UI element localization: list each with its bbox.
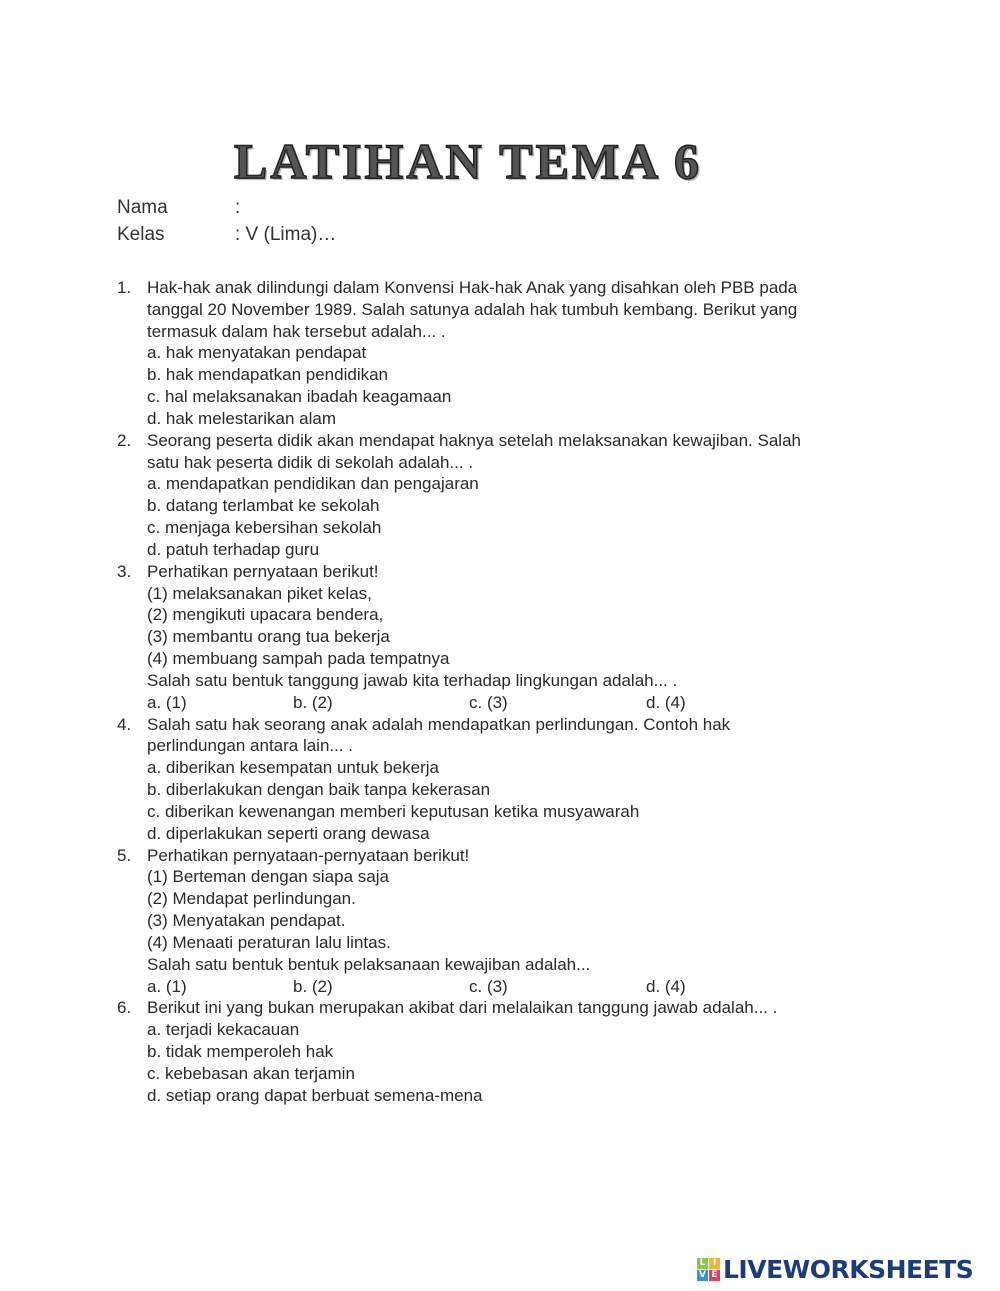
answer-option[interactable]: d. (4) [646,976,686,996]
question-text: (4) membuang sampah pada tempatnya [147,649,450,669]
options-row [0,779,1000,801]
question-text: Seorang peserta didik akan mendapat haknya setelah melaksanakan kewajiban. Salah [147,430,801,450]
answer-option[interactable]: c. (3) [469,692,508,712]
answer-option[interactable]: d. diperlakukan seperti orang dewasa [147,823,430,843]
options-row [0,342,1000,364]
answer-option[interactable]: a. terjadi kekacauan [147,1020,300,1040]
question-text: (3) membantu orang tua bekerja [147,627,390,647]
answer-option[interactable]: b. tidak memperoleh hak [147,1041,334,1061]
answer-option[interactable]: a. hak menyatakan pendapat [147,343,367,363]
liveworksheets-logo [697,1255,973,1284]
field-value[interactable]: : [235,197,241,218]
field-value[interactable]: : V (Lima)… [235,224,337,245]
options-row [0,386,1000,408]
question-text: Salah satu bentuk bentuk pelaksanaan kewajiban adalah... [147,954,591,974]
logo-cube-letter: I [709,1258,720,1269]
question-text: Salah satu hak seorang anak adalah mendapatkan perlindungan. Contoh hak [147,714,731,734]
answer-option[interactable]: b. diberlakukan dengan baik tanpa kekerasan [147,780,491,800]
question-line [0,910,1000,932]
logo-cube-letter: L [697,1258,708,1269]
question-text: Perhatikan pernyataan berikut! [147,561,379,581]
question-number: 6. [117,998,132,1018]
options-row [0,1019,1000,1041]
question-text: Perhatikan pernyataan-pernyataan berikut! [147,845,470,865]
question-text: tanggal 20 November 1989. Salah satunya adalah hak tumbuh kembang. Berikut yang [147,299,798,319]
options-row [0,517,1000,539]
question-line [0,714,1000,736]
question-text: (1) melaksanakan piket kelas, [147,583,372,603]
options-row [0,473,1000,495]
question-text: (2) mengikuti upacara bendera, [147,605,384,625]
options-row [0,1085,1000,1107]
options-row [0,801,1000,823]
options-row [0,1041,1000,1063]
question-text: Salah satu bentuk tanggung jawab kita terhadap lingkungan adalah... . [147,670,678,690]
options-row [0,976,1000,998]
question-text: (3) Menyatakan pendapat. [147,911,346,931]
answer-option[interactable]: c. kebebasan akan terjamin [147,1063,355,1083]
question-6 [0,997,1000,1106]
options-row [0,823,1000,845]
answer-option[interactable]: a. mendapatkan pendidikan dan pengajaran [147,474,479,494]
options-row [0,408,1000,430]
question-line [0,299,1000,321]
options-row [0,539,1000,561]
question-number: 3. [117,561,132,581]
answer-option[interactable]: d. patuh terhadap guru [147,539,320,559]
question-line [0,430,1000,452]
logo-cube-letter: V [697,1270,708,1281]
question-line [0,452,1000,474]
logo-text: LIVEWORKSHEETS [723,1255,974,1284]
question-text: termasuk dalam hak tersebut adalah... . [147,321,446,341]
answer-option[interactable]: a. diberikan kesempatan untuk bekerja [147,758,440,778]
question-line [0,888,1000,910]
question-text: perlindungan antara lain... . [147,736,354,756]
answer-option[interactable]: c. menjaga kebersihan sekolah [147,518,382,538]
options-row [0,1063,1000,1085]
question-list [0,277,1000,1106]
options-row [0,495,1000,517]
question-number: 4. [117,714,132,734]
question-line [0,583,1000,605]
options-row [0,364,1000,386]
answer-option[interactable]: b. datang terlambat ke sekolah [147,496,380,516]
question-line [0,997,1000,1019]
options-row [0,757,1000,779]
answer-option[interactable]: a. (1) [147,692,187,712]
question-line [0,277,1000,299]
answer-option[interactable]: d. (4) [646,692,686,712]
question-number: 5. [117,845,132,865]
question-5 [0,845,1000,998]
logo-cube-icon [697,1258,720,1281]
question-2 [0,430,1000,561]
answer-option[interactable]: c. diberikan kewenangan memberi keputusan ketika musyawarah [147,801,640,821]
answer-option[interactable]: b. (2) [293,976,333,996]
question-text: (4) Menaati peraturan lalu lintas. [147,932,391,952]
question-1 [0,277,1000,430]
question-number: 1. [117,278,132,297]
answer-option[interactable]: d. setiap orang dapat berbuat semena-mena [147,1085,483,1105]
answer-option[interactable]: d. hak melestarikan alam [147,408,336,428]
question-line [0,954,1000,976]
field-label: Nama [117,197,168,218]
answer-option[interactable]: c. (3) [469,976,508,996]
logo-cube-letter: E [709,1270,720,1281]
question-line [0,561,1000,583]
question-line [0,932,1000,954]
question-line [0,670,1000,692]
question-line [0,845,1000,867]
answer-option[interactable]: b. (2) [293,692,333,712]
answer-option[interactable]: b. hak mendapatkan pendidikan [147,365,389,385]
field-label: Kelas [117,224,165,245]
question-text: Berikut ini yang bukan merupakan akibat dari melalaikan tanggung jawab adalah... . [147,998,778,1018]
question-3 [0,561,1000,714]
question-line [0,735,1000,757]
question-text: Hak-hak anak dilindungi dalam Konvensi Hak-hak Anak yang disahkan oleh PBB pada [147,278,798,297]
question-text: satu hak peserta didik di sekolah adalah... . [147,452,474,472]
worksheet-title: LATIHAN TEMA 6 [233,133,702,189]
question-line [0,866,1000,888]
question-line [0,648,1000,670]
answer-option[interactable]: c. hal melaksanakan ibadah keagamaan [147,387,452,407]
question-number: 2. [117,430,132,450]
question-text: (2) Mendapat perlindungan. [147,889,356,909]
question-line [0,604,1000,626]
question-line [0,321,1000,343]
answer-option[interactable]: a. (1) [147,976,187,996]
options-row [0,692,1000,714]
question-line [0,626,1000,648]
question-text: (1) Berteman dengan siapa saja [147,867,389,887]
question-4 [0,714,1000,845]
